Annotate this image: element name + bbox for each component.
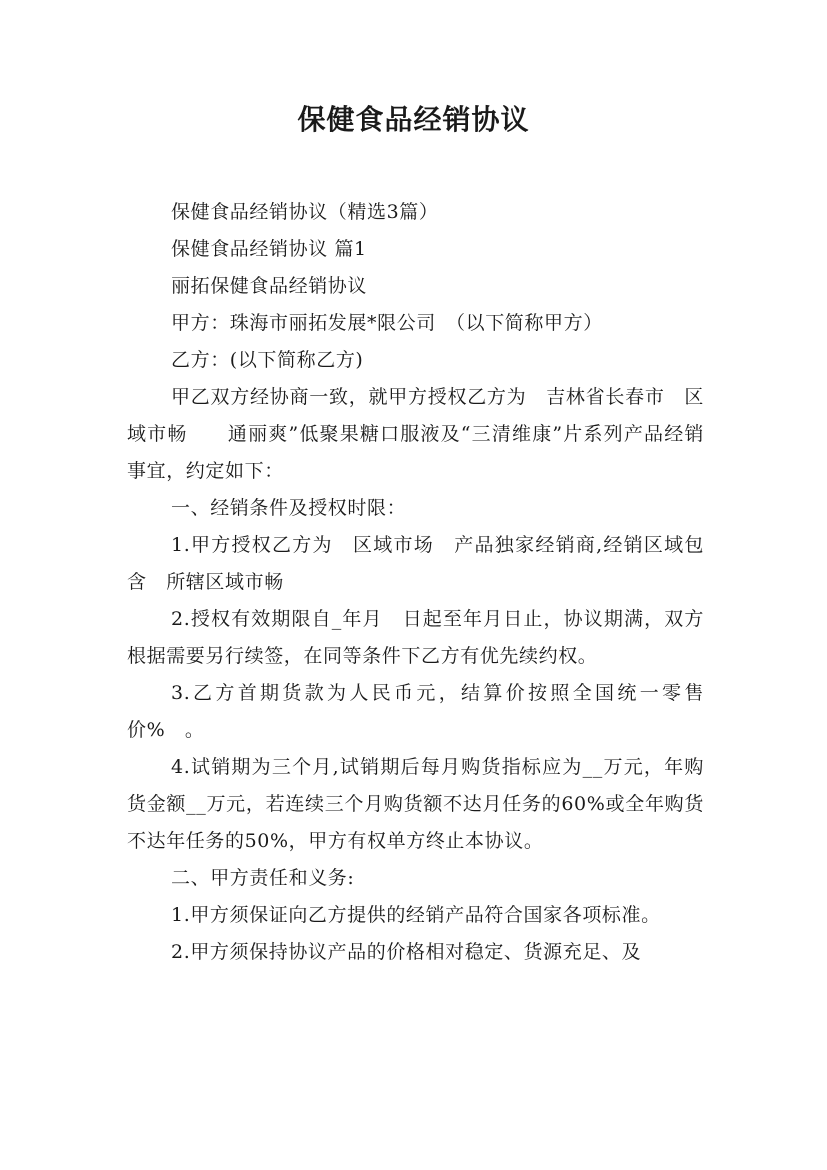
paragraph-clause-1-4: 4.试销期为三个月,试销期后每月购货指标应为__万元，年购货金额__万元，若连续三个月购货额不达月任务的60%或全年购货不达年任务的50%，甲方有权单方终止本协议。	[127, 756, 704, 852]
paragraph-subtitle: 保健食品经销协议（精选3篇）	[171, 201, 439, 223]
paragraph-agreement-name: 丽拓保健食品经销协议	[171, 275, 368, 297]
paragraph-clause-2-1: 1.甲方须保证向乙方提供的经销产品符合国家各项标准。	[171, 904, 661, 926]
paragraph-party-b: 乙方：(以下简称乙方)	[171, 349, 364, 371]
paragraph-clause-heading-2: 二、甲方责任和义务:	[171, 867, 355, 889]
paragraph-preamble: 甲乙双方经协商一致，就甲方授权乙方为 吉林省长春市 区域市畅 通丽爽”低聚果糖口服液及“三清维康”片系列产品经销事宜，约定如下：	[127, 386, 704, 482]
paragraph-party-a: 甲方：珠海市丽拓发展*限公司 （以下简称甲方）	[171, 312, 603, 334]
document-title: 保健食品经销协议	[297, 103, 530, 136]
paragraph-section-heading: 保健食品经销协议 篇1	[171, 238, 367, 260]
paragraph-clause-1-2: 2.授权有效期限自_年月 日起至年月日止，协议期满，双方根据需要另行续签，在同等条件下乙方有优先续约权。	[127, 608, 704, 667]
paragraph-clause-heading-1: 一、经销条件及授权时限：	[171, 497, 407, 519]
paragraph-clause-2-2: 2.甲方须保持协议产品的价格相对稳定、货源充足、及	[171, 941, 642, 963]
paragraph-clause-1-3: 3.乙方首期货款为人民币元，结算价按照全国统一零售价% 。	[127, 682, 704, 741]
document-body	[127, 194, 704, 971]
paragraph-clause-1-1: 1.甲方授权乙方为 区域市场 产品独家经销商,经销区域包含 所辖区域市畅	[127, 534, 704, 593]
